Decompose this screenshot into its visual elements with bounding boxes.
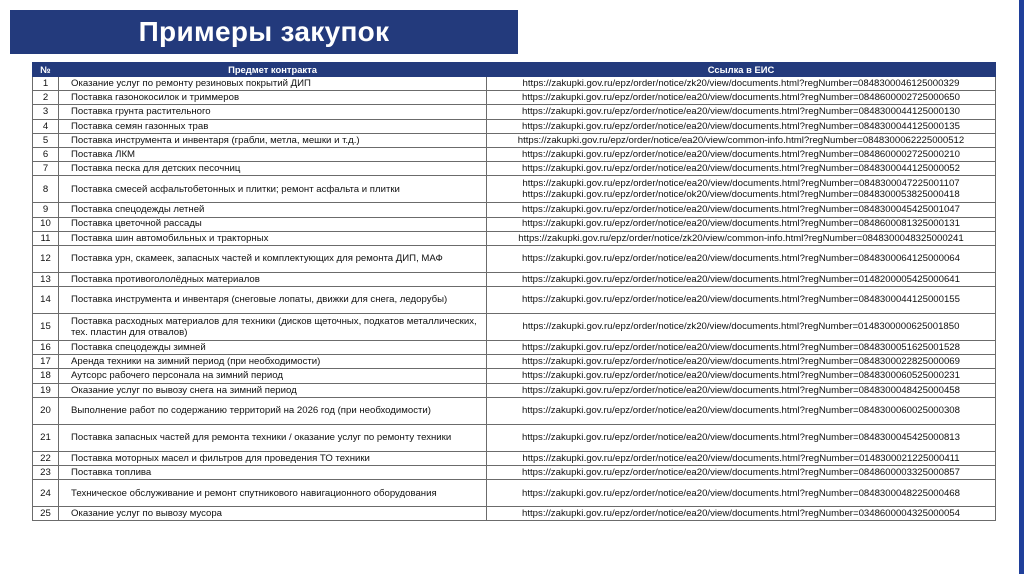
row-number: 22 (33, 451, 59, 465)
row-number: 15 (33, 314, 59, 341)
contract-subject: Поставка песка для детских песочниц (59, 162, 487, 176)
eis-link-cell (487, 119, 996, 133)
row-number: 4 (33, 119, 59, 133)
eis-link-cell (487, 231, 996, 245)
row-number: 21 (33, 424, 59, 451)
eis-link[interactable]: https://zakupki.gov.ru/epz/order/notice/ea20/view/documents.html?regNumber=0848300022825000069 (522, 356, 960, 368)
eis-link-cell (487, 383, 996, 397)
eis-link[interactable]: https://zakupki.gov.ru/epz/order/notice/ea20/view/documents.html?regNumber=0848300048225000468 (522, 487, 960, 499)
contract-subject: Техническое обслуживание и ремонт спутникового навигационного оборудования (59, 480, 487, 507)
eis-link-cell (487, 424, 996, 451)
eis-link[interactable]: https://zakupki.gov.ru/epz/order/notice/ea20/view/documents.html?regNumber=0848300060525000231 (522, 370, 960, 382)
table-row (33, 176, 996, 203)
eis-link[interactable]: https://zakupki.gov.ru/epz/order/notice/ea20/view/documents.html?regNumber=0848300060025000308 (522, 405, 960, 417)
eis-link[interactable]: https://zakupki.gov.ru/epz/order/notice/ea20/view/documents.html?regNumber=0848300044125000052 (522, 163, 960, 175)
eis-link[interactable]: https://zakupki.gov.ru/epz/order/notice/ea20/view/documents.html?regNumber=0848300048425000458 (522, 384, 960, 396)
table-row (33, 231, 996, 245)
eis-link[interactable]: https://zakupki.gov.ru/epz/order/notice/ok20/view/documents.html?regNumber=0848300053825000418 (522, 189, 960, 201)
eis-link[interactable]: https://zakupki.gov.ru/epz/order/notice/zk20/view/common-info.html?regNumber=0848300048325000241 (518, 232, 964, 244)
eis-link-cell (487, 397, 996, 424)
eis-link-cell (487, 245, 996, 272)
header-subject: Предмет контракта (59, 63, 487, 77)
contract-subject: Оказание услуг по ремонту резиновых покрытий ДИП (59, 77, 487, 91)
eis-link[interactable]: https://zakupki.gov.ru/epz/order/notice/ea20/view/documents.html?regNumber=0848600002725000210 (522, 148, 960, 160)
eis-link[interactable]: https://zakupki.gov.ru/epz/order/notice/ea20/view/documents.html?regNumber=0848300044125000130 (522, 106, 960, 118)
eis-link-cell (487, 287, 996, 314)
row-number: 9 (33, 203, 59, 217)
contract-subject: Поставка ЛКМ (59, 147, 487, 161)
row-number: 24 (33, 480, 59, 507)
eis-link-cell (487, 314, 996, 341)
table-row (33, 466, 996, 480)
contract-subject: Аутсорс рабочего персонала на зимний период (59, 369, 487, 383)
contract-subject: Поставка спецодежды зимней (59, 341, 487, 355)
eis-link[interactable]: https://zakupki.gov.ru/epz/order/notice/ea20/view/documents.html?regNumber=0848300044125000135 (522, 120, 960, 132)
table-row (33, 91, 996, 105)
table-row (33, 480, 996, 507)
eis-link[interactable]: https://zakupki.gov.ru/epz/order/notice/ea20/view/documents.html?regNumber=0848300045425000813 (522, 432, 960, 444)
contract-subject: Поставка запасных частей для ремонта техники / оказание услуг по ремонту техники (59, 424, 487, 451)
eis-link-cell (487, 77, 996, 91)
eis-link-cell (487, 176, 996, 203)
row-number: 16 (33, 341, 59, 355)
row-number: 18 (33, 369, 59, 383)
header-num: № (33, 63, 59, 77)
table-row (33, 341, 996, 355)
eis-link-cell (487, 203, 996, 217)
row-number: 17 (33, 355, 59, 369)
eis-link-cell (487, 147, 996, 161)
eis-link[interactable]: https://zakupki.gov.ru/epz/order/notice/zk20/view/documents.html?regNumber=0148300000625001850 (522, 321, 960, 333)
row-number: 14 (33, 287, 59, 314)
header-link: Ссылка в ЕИС (487, 63, 996, 77)
row-number: 12 (33, 245, 59, 272)
table-row (33, 507, 996, 521)
eis-link-cell (487, 480, 996, 507)
eis-link[interactable]: https://zakupki.gov.ru/epz/order/notice/ea20/view/documents.html?regNumber=0848300064125000064 (522, 253, 960, 265)
eis-link[interactable]: https://zakupki.gov.ru/epz/order/notice/ea20/view/documents.html?regNumber=0848300044125000155 (522, 294, 960, 306)
contract-subject: Поставка топлива (59, 466, 487, 480)
eis-link-cell (487, 272, 996, 286)
eis-link[interactable]: https://zakupki.gov.ru/epz/order/notice/ea20/view/documents.html?regNumber=0148300021225000411 (522, 452, 960, 464)
table-row (33, 162, 996, 176)
eis-link-cell (487, 217, 996, 231)
table-row (33, 203, 996, 217)
page-title: Примеры закупок (10, 10, 518, 54)
contract-subject: Поставка газонокосилок и триммеров (59, 91, 487, 105)
table-row (33, 217, 996, 231)
contract-subject: Поставка инструмента и инвентаря (грабли, метла, мешки и т.д.) (59, 133, 487, 147)
eis-link[interactable]: https://zakupki.gov.ru/epz/order/notice/ea20/view/documents.html?regNumber=0848600081325000131 (522, 218, 960, 230)
table-row (33, 133, 996, 147)
table-row (33, 424, 996, 451)
eis-link[interactable]: https://zakupki.gov.ru/epz/order/notice/ea20/view/documents.html?regNumber=0348600004325000054 (522, 508, 960, 520)
eis-link-cell (487, 466, 996, 480)
table-row (33, 369, 996, 383)
eis-link-cell (487, 91, 996, 105)
eis-link-cell (487, 369, 996, 383)
eis-link-cell (487, 105, 996, 119)
row-number: 13 (33, 272, 59, 286)
table-row (33, 147, 996, 161)
table-row (33, 105, 996, 119)
contract-subject: Поставка спецодежды летней (59, 203, 487, 217)
row-number: 10 (33, 217, 59, 231)
table-row (33, 119, 996, 133)
eis-link[interactable]: https://zakupki.gov.ru/epz/order/notice/ea20/view/documents.html?regNumber=0848300045425001047 (522, 204, 960, 216)
contract-subject: Поставка расходных материалов для техники (дисков щеточных, подкатов металлических, тех. пластин для отвалов) (59, 314, 487, 341)
contract-subject: Аренда техники на зимний период (при необходимости) (59, 355, 487, 369)
purchases-table (32, 62, 996, 521)
eis-link[interactable]: https://zakupki.gov.ru/epz/order/notice/ea20/view/documents.html?regNumber=0848300047225001107 (522, 178, 960, 190)
eis-link-cell (487, 133, 996, 147)
contract-subject: Поставка инструмента и инвентаря (снеговые лопаты, движки для снега, ледорубы) (59, 287, 487, 314)
table-row (33, 397, 996, 424)
eis-link[interactable]: https://zakupki.gov.ru/epz/order/notice/ea20/view/documents.html?regNumber=0848600002725000650 (522, 92, 960, 104)
eis-link[interactable]: https://zakupki.gov.ru/epz/order/notice/ea20/view/documents.html?regNumber=0848300051625001528 (522, 342, 960, 354)
eis-link-cell (487, 507, 996, 521)
eis-link[interactable]: https://zakupki.gov.ru/epz/order/notice/ea20/view/documents.html?regNumber=0148200005425000641 (522, 273, 960, 285)
right-accent-bar (1019, 0, 1024, 574)
table-row (33, 383, 996, 397)
eis-link-cell (487, 451, 996, 465)
table-row (33, 245, 996, 272)
contract-subject: Поставка грунта растительного (59, 105, 487, 119)
row-number: 7 (33, 162, 59, 176)
table-row (33, 287, 996, 314)
contract-subject: Поставка шин автомобильных и тракторных (59, 231, 487, 245)
table-row (33, 314, 996, 341)
contract-subject: Поставка цветочной рассады (59, 217, 487, 231)
row-number: 25 (33, 507, 59, 521)
eis-link-cell (487, 355, 996, 369)
row-number: 20 (33, 397, 59, 424)
contract-subject: Поставка урн, скамеек, запасных частей и комплектующих для ремонта ДИП, МАФ (59, 245, 487, 272)
eis-link-cell (487, 162, 996, 176)
row-number: 19 (33, 383, 59, 397)
table-row (33, 355, 996, 369)
row-number: 1 (33, 77, 59, 91)
contract-subject: Оказание услуг по вывозу снега на зимний период (59, 383, 487, 397)
row-number: 6 (33, 147, 59, 161)
table-row (33, 451, 996, 465)
contract-subject: Оказание услуг по вывозу мусора (59, 507, 487, 521)
row-number: 2 (33, 91, 59, 105)
eis-link[interactable]: https://zakupki.gov.ru/epz/order/notice/ea20/view/common-info.html?regNumber=0848300062225000512 (517, 134, 965, 146)
table-row (33, 77, 996, 91)
contract-subject: Поставка семян газонных трав (59, 119, 487, 133)
eis-link[interactable]: https://zakupki.gov.ru/epz/order/notice/ea20/view/documents.html?regNumber=0848600003325000857 (522, 466, 960, 478)
table-header-row (33, 63, 996, 77)
row-number: 5 (33, 133, 59, 147)
row-number: 8 (33, 176, 59, 203)
row-number: 11 (33, 231, 59, 245)
contract-subject: Выполнение работ по содержанию территорий на 2026 год (при необходимости) (59, 397, 487, 424)
row-number: 23 (33, 466, 59, 480)
row-number: 3 (33, 105, 59, 119)
contract-subject: Поставка смесей асфальтобетонных и плитки; ремонт асфальта и плитки (59, 176, 487, 203)
contract-subject: Поставка противогололёдных материалов (59, 272, 487, 286)
contract-subject: Поставка моторных масел и фильтров для проведения ТО техники (59, 451, 487, 465)
eis-link[interactable]: https://zakupki.gov.ru/epz/order/notice/zk20/view/documents.html?regNumber=0848300046125000329 (522, 77, 960, 89)
eis-link-cell (487, 341, 996, 355)
table-row (33, 272, 996, 286)
